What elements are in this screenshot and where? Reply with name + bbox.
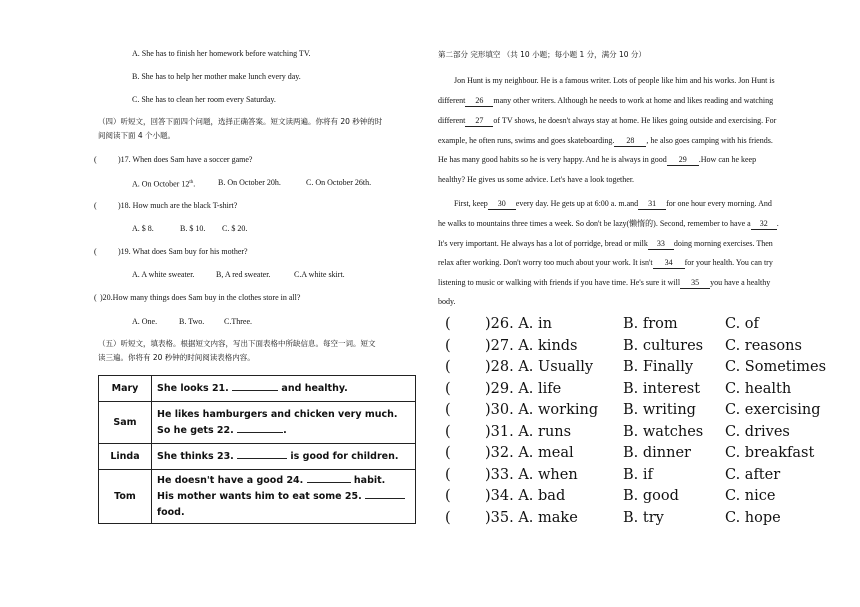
option-b: B. cultures [623, 337, 704, 354]
blank-32: 32 [751, 218, 777, 230]
q18-option-b: B. $ 10. [180, 224, 206, 233]
para1-line3: different 27 of TV shows, he doesn't always stay at home. He likes going outside and exercising. For [438, 116, 777, 125]
option-row-35 [445, 510, 825, 531]
q16-option-a: A. She has to finish her homework before watching TV. [132, 49, 311, 58]
blank-24[interactable] [307, 482, 351, 483]
q18-option-a: A. $ 8. [132, 224, 154, 233]
q19-option-c: C.A white skirt. [294, 270, 345, 279]
blank-28: 28 [614, 135, 646, 147]
answer-paren[interactable]: ( [445, 445, 451, 461]
option-c: C. hope [725, 509, 781, 526]
blank-35: 35 [680, 277, 710, 289]
table-name-cell: Sam [99, 402, 152, 444]
blank-23[interactable] [237, 458, 287, 459]
table-name-cell: Mary [99, 376, 152, 402]
option-c: C. breakfast [725, 445, 815, 461]
para2-line3: It's very important. He always has a lot of porridge, bread or milk 33 doing morning exercises. Then [438, 239, 773, 248]
para1-line2: different 26 many other writers. Although he needs to work at home and likes reading and watching [438, 96, 774, 105]
option-b: B. try [623, 509, 664, 526]
answer-paren[interactable]: ( [445, 402, 451, 418]
blank-33: 33 [648, 238, 674, 250]
option-b: B. interest [623, 380, 701, 397]
para2-line5: listening to music or walking with friends if you have time. He's sure it will 35 you have a healthy [438, 278, 771, 287]
table-row [99, 470, 416, 524]
blank-25[interactable] [365, 498, 405, 499]
section5-instruction-line1: （五）听短文，填表格。根据短文内容，写出下面表格中所缺信息。每空一词。短文 [98, 339, 376, 348]
option-a: )31. A. runs [485, 423, 572, 440]
table-name-cell: Tom [99, 470, 152, 524]
q19-option-b: B, A red sweater. [216, 270, 271, 279]
answer-paren[interactable]: ( [445, 509, 451, 526]
option-row-27 [445, 338, 825, 359]
q16-option-b: B. She has to help her mother make lunch every day. [132, 72, 301, 81]
option-row-33 [445, 467, 825, 488]
blank-31: 31 [638, 198, 666, 210]
answer-paren[interactable]: ( [445, 359, 451, 375]
option-c: C. drives [725, 423, 790, 440]
fill-in-table [98, 375, 416, 524]
option-c: C. Sometimes [725, 359, 827, 375]
q19-paren: ( [94, 247, 97, 256]
blank-21[interactable] [232, 390, 278, 391]
section4-instruction-line1: （四）听短文，回答下面四个问题，选择正确答案。短文读两遍。你将有 20 秒钟的时 [98, 117, 383, 126]
option-c: C. of [725, 316, 759, 332]
q18-stem: )18. How much are the black T-shirt? [118, 201, 238, 210]
blank-26: 26 [465, 95, 493, 107]
q20-option-a: A. One. [132, 317, 158, 326]
table-name-cell: Linda [99, 444, 152, 470]
option-b: B. dinner [623, 445, 691, 461]
option-row-30 [445, 402, 825, 423]
option-a: )27. A. kinds [485, 337, 578, 354]
option-a: )35. A. make [485, 509, 578, 526]
option-row-26 [445, 316, 825, 337]
option-row-29 [445, 381, 825, 402]
answer-paren[interactable]: ( [445, 466, 451, 483]
table-row [99, 444, 416, 470]
option-b: B. from [623, 316, 678, 332]
q20-option-b: B. Two. [179, 317, 205, 326]
table-row [99, 376, 416, 402]
q20-stem: )20.How many things does Sam buy in the clothes store in all? [100, 293, 301, 302]
q20-option-c: C.Three. [224, 317, 252, 326]
blank-30: 30 [488, 198, 516, 210]
table-desc-cell: She thinks 23. is good for children. [152, 444, 416, 470]
q18-option-c: C. $ 20. [222, 224, 248, 233]
option-c: C. after [725, 466, 781, 483]
option-c: C. exercising [725, 402, 821, 418]
blank-27: 27 [465, 115, 493, 127]
option-b: B. watches [623, 423, 704, 440]
q19-option-a: A. A white sweater. [132, 270, 195, 279]
q17-option-b: B. On October 20h. [218, 178, 281, 187]
option-b: B. if [623, 466, 653, 483]
q17-paren: ( [94, 155, 97, 164]
section5-instruction-line2: 读三遍。你将有 20 秒钟的时间阅读表格内容。 [98, 353, 255, 362]
answer-paren[interactable]: ( [445, 423, 451, 440]
q20-paren: ( [94, 293, 97, 302]
para2-line4: relax after working. Don't worry too much about your work. It isn't 34 for your health. You can try [438, 258, 773, 267]
table-desc-cell: He doesn't have a good 24. habit. His mother wants him to eat some 25. food. [152, 470, 416, 524]
para1-line1: Jon Hunt is my neighbour. He is a famous writer. Lots of people like him and his works. Jon Hunt is [454, 76, 775, 85]
para2-line6: body. [438, 297, 456, 306]
answer-paren[interactable]: ( [445, 380, 451, 397]
q17-stem: )17. When does Sam have a soccer game? [118, 155, 253, 164]
option-row-32 [445, 445, 825, 466]
option-row-28 [445, 359, 825, 380]
option-row-34 [445, 488, 825, 509]
option-a: )33. A. when [485, 466, 578, 483]
section4-instruction-line2: 间阅读下面 4 个小题。 [98, 131, 176, 140]
part2-title: 第二部分 完形填空 （共 10 小题；每小题 1 分，满分 10 分） [438, 50, 646, 59]
table-row [99, 402, 416, 444]
table-desc-cell: She looks 21. and healthy. [152, 376, 416, 402]
q16-option-c: C. She has to clean her room every Saturday. [132, 95, 276, 104]
blank-34: 34 [653, 257, 685, 269]
q17-option-c: C. On October 26th. [306, 178, 372, 187]
option-a: )34. A. bad [485, 488, 566, 504]
answer-paren[interactable]: ( [445, 488, 451, 504]
blank-22[interactable] [237, 432, 283, 433]
blank-29: 29 [667, 154, 699, 166]
q19-stem: )19. What does Sam buy for his mother? [118, 247, 248, 256]
answer-paren[interactable]: ( [445, 316, 451, 332]
q17-option-a: A. On October 12th. [132, 179, 196, 189]
option-a: )30. A. working [485, 402, 599, 418]
option-c: C. reasons [725, 337, 802, 354]
option-c: C. nice [725, 488, 776, 504]
option-a: )29. A. life [485, 380, 562, 397]
option-b: B. good [623, 488, 679, 504]
para2-line2: he walks to mountains three times a week. So don't be lazy(懒惰的). Second, remember to have a 32 . [438, 219, 779, 228]
option-b: B. writing [623, 402, 696, 418]
para1-line4: example, he often runs, swims and goes skateboarding. 28 , he also goes camping with his friends. [438, 136, 773, 145]
table-desc-cell: He likes hamburgers and chicken very much. So he gets 22. . [152, 402, 416, 444]
para1-line5: He has many good habits so he is very happy. And he is always in good 29 .How can he keep [438, 155, 757, 164]
option-b: B. Finally [623, 359, 694, 375]
answer-paren[interactable]: ( [445, 337, 451, 354]
option-row-31 [445, 424, 825, 445]
para1-line6: healthy? He gives us some advice. Let's have a look together. [438, 175, 635, 184]
option-c: C. health [725, 380, 792, 397]
q18-paren: ( [94, 201, 97, 210]
option-a: )26. A. in [485, 316, 552, 332]
para2-line1: First, keep 30 every day. He gets up at 6:00 a. m.and 31 for one hour every morning. And [454, 199, 772, 208]
option-a: )32. A. meal [485, 445, 574, 461]
option-a: )28. A. Usually [485, 359, 594, 375]
